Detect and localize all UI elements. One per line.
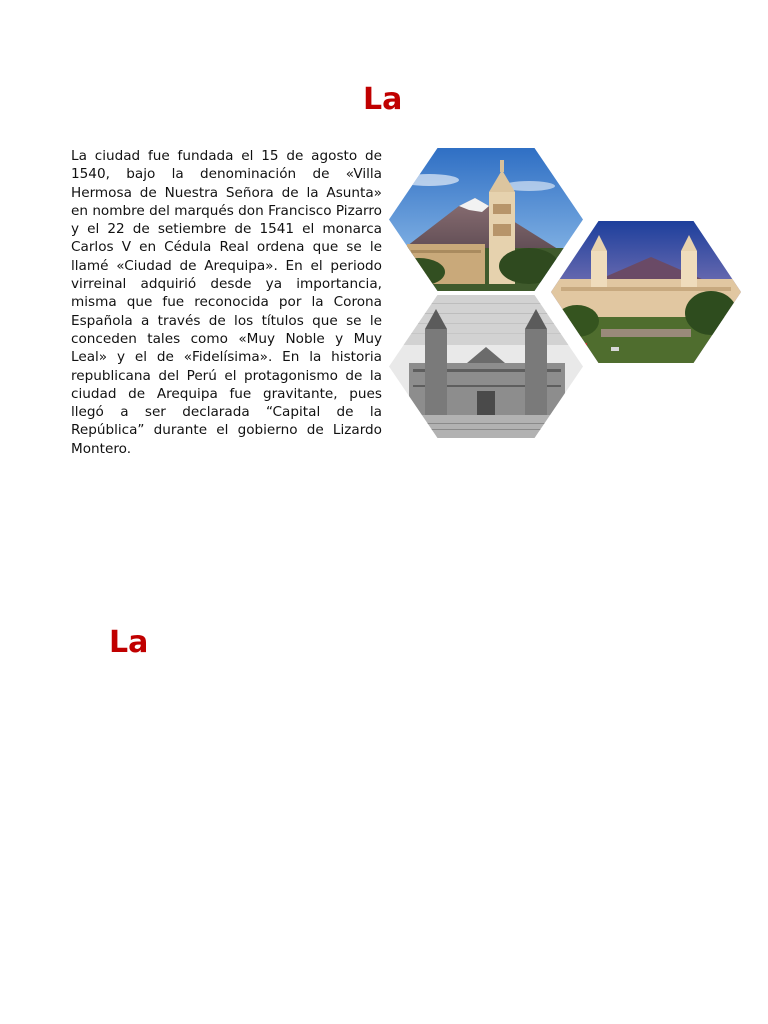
volcano-cathedral-photo xyxy=(389,148,583,291)
history-paragraph: La ciudad fue fundada el 15 de agosto de 1540, bajo la denominación de «Villa Hermosa de Nuestra Señora de la Asunta» en nombre del marqués don Francisco Pizarro y el 22 de setiembre de 1541 el monarca Carlos V en Cédula Real ordena que se le llamé «Ciudad de Arequipa». En el periodo virreinal adquirió desde ya importancia, misma que fue reconocida por la Corona Española a través de los títulos que se le conceden tales como «Muy Noble y Muy Leal» y el de «Fidelísima». En la historia republicana del Perú el protagonismo de la ciudad de Arequipa fue gravitante, pues llegó a ser declarada “Capital de la República” durante el gobierno de Lizardo Montero. xyxy=(71,148,382,457)
cathedral-engraving xyxy=(389,295,583,438)
page-heading: La xyxy=(363,82,403,117)
plaza-de-armas-photo xyxy=(551,221,741,363)
section-heading: La xyxy=(109,625,149,660)
